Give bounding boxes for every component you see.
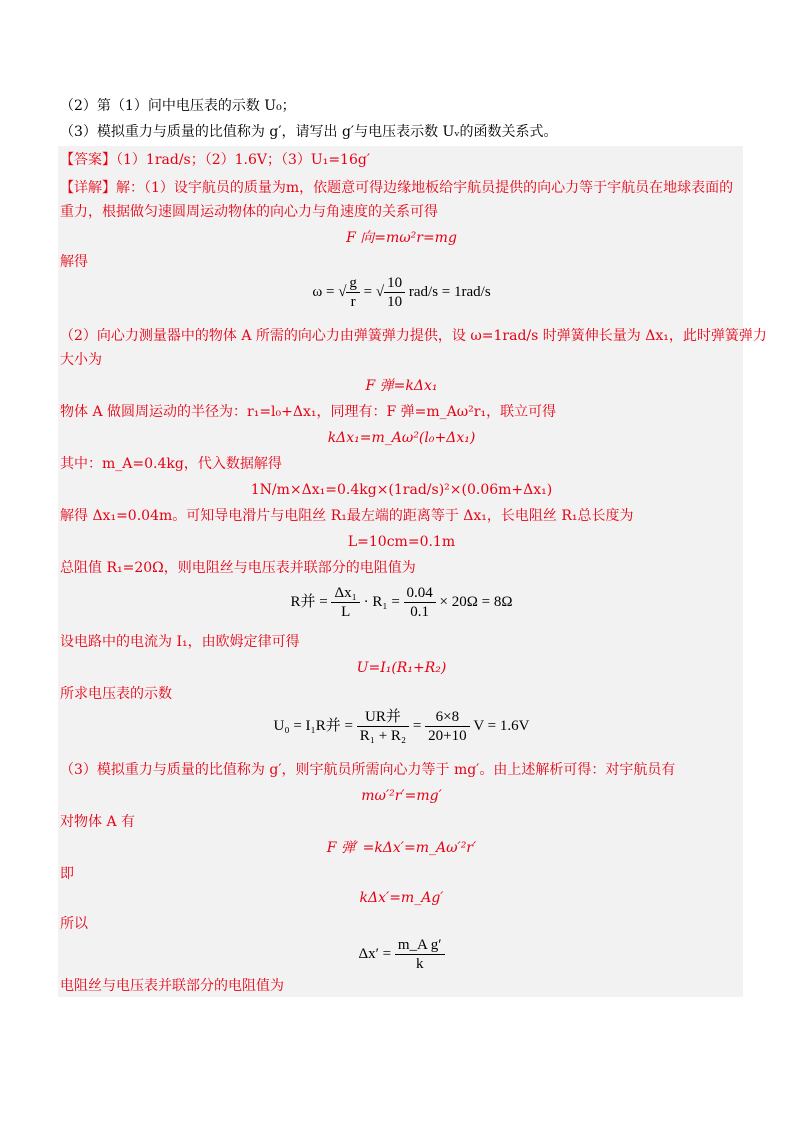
- part3-line-d: 所以: [60, 916, 88, 932]
- part2-line-h: 所求电压表的示数: [60, 686, 172, 702]
- eq7-den2: 0.1: [410, 604, 430, 620]
- equation-6: L=10cm=0.1m: [347, 534, 456, 550]
- equation-5: 1N/m×Δx₁=0.4kg×(1rad/s)²×(0.06m+Δx₁): [250, 482, 553, 498]
- eq9-den1: R₁ + R₂: [359, 728, 407, 744]
- part3-line-b: 对物体 A 有: [60, 814, 136, 830]
- eq2-den2: 10: [387, 294, 403, 310]
- eq7-tail: × 20Ω = 8Ω: [439, 593, 513, 610]
- eq2-num2: 10: [384, 274, 405, 293]
- part2-line-b: 大小为: [60, 352, 102, 368]
- equation-13: [60, 936, 743, 973]
- part2-line-d: 其中：m_A=0.4kg，代入数据解得: [60, 456, 282, 472]
- equation-11: F 弹′ =kΔx′=m_Aω′²r′: [326, 840, 477, 856]
- equation-12: kΔx′=m_Ag′: [359, 890, 444, 906]
- eq2-den: r: [350, 294, 356, 310]
- question-3: （3）模拟重力与质量的比值称为 g′，请写出 g′与电压表示数 Uᵥ的函数关系式。: [60, 124, 558, 140]
- eq7-den1: L: [341, 604, 351, 620]
- equation-2: ω = √ $\frac{g}{r}$ = √ $\frac{10}{10}$ rad/s = 1rad/s: [312, 275, 491, 310]
- eq9-mid: =: [412, 717, 422, 734]
- question-2: （2）第（1）问中电压表的示数 U₀；: [60, 98, 296, 114]
- part2-line-c: 物体 A 做圆周运动的半径为：r₁=l₀+Δx₁，同理有：F 弹=m_Aω²r₁，联立可得: [60, 404, 557, 420]
- eq9-lhs: U₀ = I₁R并 =: [273, 717, 353, 734]
- equation-7: [60, 584, 743, 621]
- eq7-num2: 0.04: [404, 584, 436, 603]
- part3-line-a: （3）模拟重力与质量的比值称为 g′，则宇航员所需向心力等于 mg′。由上述解析可得：对宇航员有: [60, 762, 676, 778]
- detail-line-1: 【详解】解：（1）设宇航员的质量为m，依题意可得边缘地板给宇航员提供的向心力等于宇航员在地球表面的: [60, 180, 734, 196]
- eq13-num: m_A g′: [395, 936, 445, 955]
- eq2-tail: rad/s = 1rad/s: [408, 283, 491, 300]
- answer-line: 【答案】（1）1rad/s；（2）1.6V；（3）U₁=16g′: [60, 152, 371, 168]
- sqrt-symbol-2: √ $\frac{10}{10}$: [376, 274, 405, 311]
- equation-1: F 向=mω²r=mg: [346, 230, 457, 246]
- detail-line-1b: 重力，根据做匀速圆周运动物体的向心力与角速度的关系可得: [60, 204, 438, 220]
- part2-line-g: 设电路中的电流为 I₁，由欧姆定律可得: [60, 634, 300, 650]
- eq9-num1: UR并: [357, 708, 409, 727]
- part2-line-e: 解得 Δx₁=0.04m。可知导电滑片与电阻丝 R₁最左端的距离等于 Δx₁，长电阻丝 R₁总长度为: [60, 508, 634, 524]
- eq9-num2: 6×8: [425, 708, 469, 727]
- part2-line-f: 总阻值 R₁=20Ω，则电阻丝与电压表并联部分的电阻值为: [60, 560, 416, 576]
- part3-line-c: 即: [60, 866, 74, 882]
- eq13-lhs: Δx′ =: [358, 945, 392, 962]
- eq7-mid: · R₁ =: [363, 593, 400, 610]
- eq2-lhs: ω =: [312, 283, 335, 300]
- eq9-den2: 20+10: [428, 728, 467, 744]
- eq9-tail: V = 1.6V: [473, 717, 530, 734]
- equation-3: F 弹=kΔx₁: [365, 378, 438, 394]
- eq2-num: g: [346, 274, 360, 293]
- text-jiede: 解得: [60, 254, 88, 270]
- eq7-lhs: R并 =: [290, 593, 328, 610]
- part3-line-e: 电阻丝与电压表并联部分的电阻值为: [60, 978, 284, 994]
- eq13-den: k: [415, 956, 424, 972]
- eq7-num1: Δx₁: [331, 584, 359, 603]
- equation-9: [60, 708, 743, 745]
- part2-line-a: （2）向心力测量器中的物体 A 所需的向心力由弹簧弹力提供，设 ω=1rad/s 时弹簧伸长量为 Δx₁，此时弹簧弹力: [60, 328, 767, 344]
- equation-8: U=I₁(R₁+R₂): [356, 660, 447, 676]
- sqrt-symbol: √ $\frac{g}{r}$: [338, 274, 360, 311]
- equation-4: kΔx₁=m_Aω²(l₀+Δx₁): [327, 430, 476, 446]
- equation-10: mω′²r′=mg′: [361, 788, 442, 804]
